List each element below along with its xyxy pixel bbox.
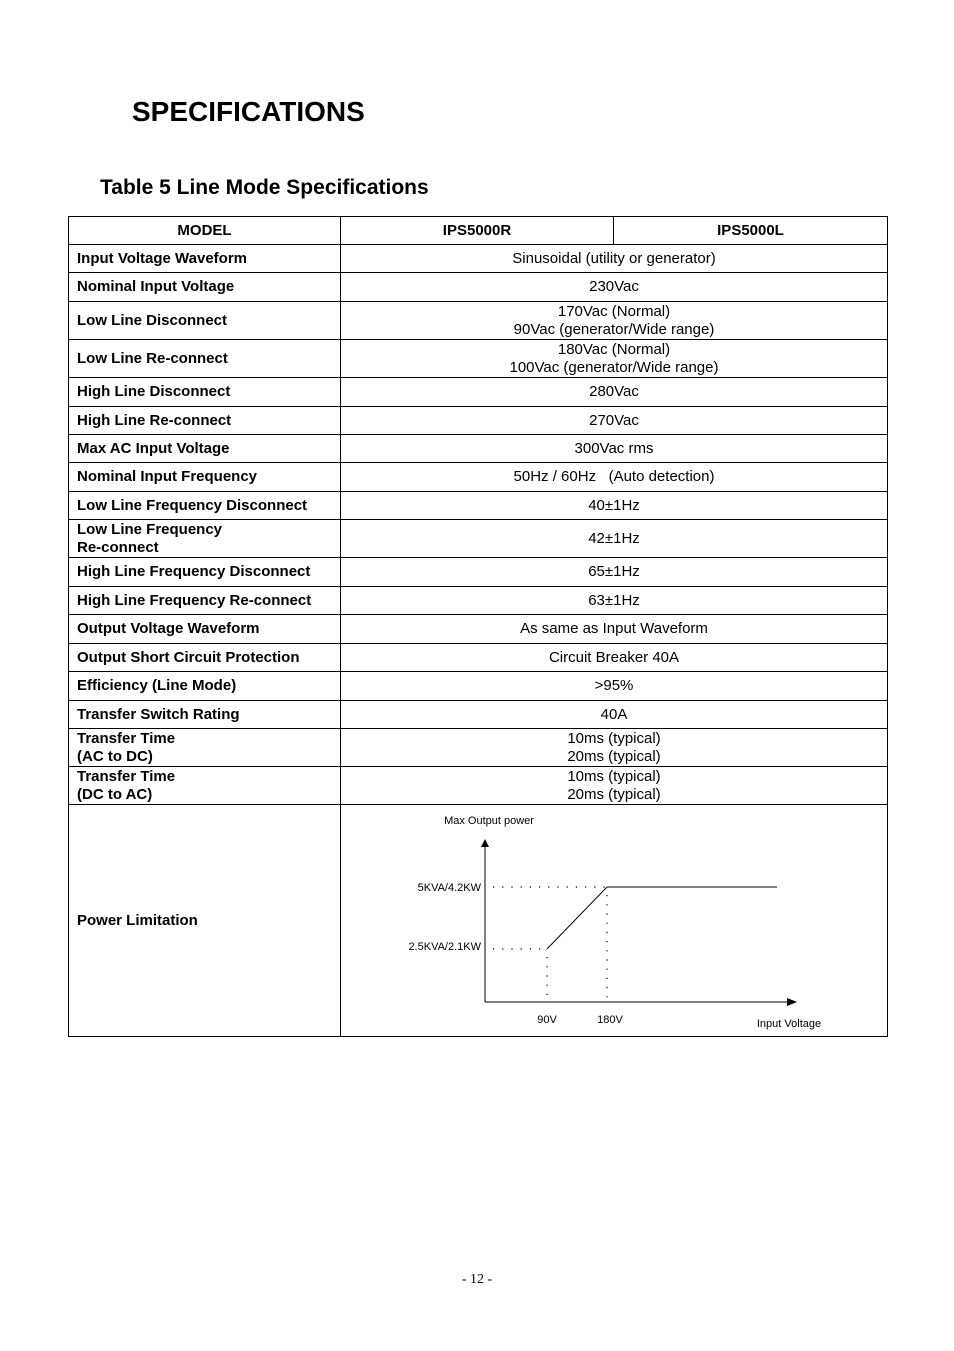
header-model: MODEL [69, 217, 341, 245]
spec-label-line: Low Line Disconnect [77, 311, 228, 329]
spec-label [69, 407, 341, 435]
spec-label [69, 520, 341, 558]
spec-label [69, 340, 341, 378]
spec-value-line: 50Hz / 60Hz (Auto detection) [513, 468, 715, 485]
spec-value-line: 20ms (typical) [567, 747, 661, 765]
spec-label-line: Transfer Time [77, 729, 176, 747]
table-row [69, 587, 888, 615]
y-tick-high: 5KVA/4.2KW [417, 881, 481, 894]
spec-label [69, 435, 341, 463]
table-row [69, 644, 888, 672]
table-row [69, 463, 888, 492]
power-limitation-graph-cell [341, 805, 888, 1037]
spec-value-line: 230Vac [589, 278, 639, 295]
spec-value [341, 378, 888, 407]
spec-value-line: 40A [600, 705, 628, 723]
spec-value-line: As same as Input Waveform [520, 620, 708, 637]
spec-label [69, 615, 341, 644]
spec-value-line: 20ms (typical) [567, 785, 661, 803]
spec-value-line: 42±1Hz [588, 529, 640, 547]
spec-label [69, 587, 341, 615]
spec-value-line: 10ms (typical) [567, 729, 661, 747]
table-caption: Table 5 Line Mode Specifications [100, 176, 429, 199]
spec-label-line: Re-connect [77, 538, 159, 556]
spec-label-line: (AC to DC) [77, 747, 153, 765]
spec-label-line: Low Line Re-connect [77, 349, 228, 367]
table-header-row [69, 217, 888, 245]
page-number: - 12 - [461, 1272, 493, 1287]
table-row [69, 767, 888, 805]
spec-value-line: 65±1Hz [588, 563, 640, 580]
spec-label-line: High Line Frequency Re-connect [77, 591, 312, 609]
table-row [69, 378, 888, 407]
spec-value [341, 463, 888, 492]
spec-value [341, 245, 888, 273]
page-title: SPECIFICATIONS [132, 96, 365, 127]
spec-value-line: 270Vac [589, 411, 639, 429]
power-limitation-label: Power Limitation [69, 805, 341, 1037]
spec-label [69, 701, 341, 729]
spec-value-line: 170Vac (Normal) [557, 302, 671, 320]
spec-value [341, 615, 888, 644]
spec-label-line: Input Voltage Waveform [77, 249, 248, 267]
spec-label-line: High Line Disconnect [77, 383, 231, 400]
x-axis-title: Input Voltage [756, 1017, 822, 1030]
table-row [69, 302, 888, 340]
power-limitation-row [69, 805, 888, 1037]
spec-label [69, 729, 341, 767]
spec-value-line: 63±1Hz [588, 591, 640, 609]
spec-label-line: Transfer Switch Rating [77, 705, 240, 723]
spec-value [341, 644, 888, 672]
table-row [69, 273, 888, 302]
spec-value-line: 300Vac rms [574, 439, 654, 457]
spec-label [69, 273, 341, 302]
spec-value [341, 435, 888, 463]
spec-label [69, 245, 341, 273]
spec-value-line: 180Vac (Normal) [557, 340, 671, 358]
spec-label [69, 492, 341, 520]
spec-value-line: 100Vac (generator/Wide range) [509, 358, 719, 376]
table-row [69, 672, 888, 701]
spec-label-line: Low Line Frequency [77, 520, 223, 538]
table-row [69, 245, 888, 273]
power-limitation-graph [341, 806, 886, 1036]
table-row [69, 492, 888, 520]
x-tick-180v: 180V [597, 1013, 623, 1026]
spec-value-line: 90Vac (generator/Wide range) [513, 320, 715, 338]
table-row [69, 340, 888, 378]
spec-label [69, 378, 341, 407]
y-tick-low: 2.5KVA/2.1KW [408, 940, 481, 953]
header-ips5000l: IPS5000L [614, 217, 888, 245]
spec-value-line: >95% [594, 677, 634, 694]
spec-label [69, 558, 341, 587]
table-row [69, 729, 888, 767]
power-ramp-line [547, 887, 607, 949]
table-row [69, 520, 888, 558]
spec-value [341, 407, 888, 435]
spec-label-line: (DC to AC) [77, 785, 153, 803]
spec-value [341, 587, 888, 615]
spec-label [69, 644, 341, 672]
spec-value [341, 492, 888, 520]
spec-value [341, 701, 888, 729]
spec-label [69, 672, 341, 701]
table-row [69, 407, 888, 435]
table-row [69, 558, 888, 587]
spec-value [341, 672, 888, 701]
spec-value [341, 729, 888, 767]
spec-label [69, 767, 341, 805]
spec-label-line: Nominal Input Frequency [77, 468, 258, 485]
spec-value [341, 558, 888, 587]
x-axis-arrow-icon [787, 998, 797, 1006]
spec-value [341, 340, 888, 378]
spec-value-line: Sinusoidal (utility or generator) [512, 249, 716, 267]
line-mode-spec-table [68, 216, 888, 1037]
spec-label-line: Output Voltage Waveform [77, 620, 260, 637]
spec-value [341, 273, 888, 302]
y-axis-title: Max Output power [444, 814, 534, 827]
spec-value-line: Circuit Breaker 40A [548, 648, 680, 666]
table-row [69, 701, 888, 729]
spec-value-line: 10ms (typical) [567, 767, 661, 785]
spec-value-line: 40±1Hz [588, 496, 640, 514]
spec-label-line: Low Line Frequency Disconnect [77, 496, 308, 514]
spec-label-line: Nominal Input Voltage [77, 278, 235, 295]
x-tick-90v: 90V [537, 1013, 557, 1026]
table-row [69, 615, 888, 644]
spec-label [69, 302, 341, 340]
spec-label [69, 463, 341, 492]
spec-label-line: High Line Re-connect [77, 411, 232, 429]
spec-value-line: 280Vac [589, 383, 639, 400]
spec-label-line: Efficiency (Line Mode) [77, 677, 237, 694]
spec-value [341, 767, 888, 805]
header-ips5000r: IPS5000R [341, 217, 614, 245]
table-row [69, 435, 888, 463]
spec-value [341, 302, 888, 340]
spec-label-line: Output Short Circuit Protection [77, 648, 300, 666]
spec-label-line: Max AC Input Voltage [77, 439, 230, 457]
y-axis-arrow-icon [481, 839, 489, 847]
spec-label-line: Transfer Time [77, 767, 176, 785]
spec-label-line: High Line Frequency Disconnect [77, 563, 311, 580]
spec-value [341, 520, 888, 558]
